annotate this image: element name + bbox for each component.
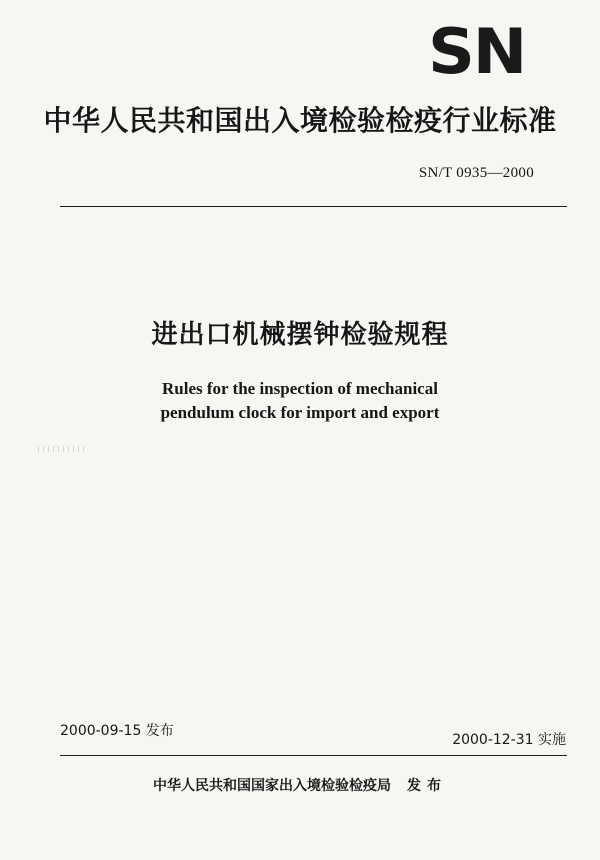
issuer-name: 中华人民共和国国家出入境检验检疫局 (153, 778, 391, 794)
scan-speckle (38, 446, 88, 452)
issuer-line (0, 776, 600, 796)
bottom-divider (60, 755, 567, 756)
document-title-en (0, 377, 600, 425)
document-title-en-line1: Rules for the inspection of mechanical (162, 379, 438, 398)
issuer-issue-word: 发布 (407, 778, 447, 794)
top-divider (60, 206, 567, 207)
org-title: 中华人民共和国出入境检验检疫行业标准 (43, 104, 557, 137)
sn-logo: SN (428, 15, 526, 88)
issue-date: 2000-09-15 发布 (60, 723, 174, 739)
implementation-date: 2000-12-31 实施 (452, 732, 566, 748)
document-title-cn: 进出口机械摆钟检验规程 (151, 320, 449, 350)
standard-number: SN/T 0935—2000 (418, 165, 534, 181)
document-title-en-line2: pendulum clock for import and export (160, 403, 440, 422)
